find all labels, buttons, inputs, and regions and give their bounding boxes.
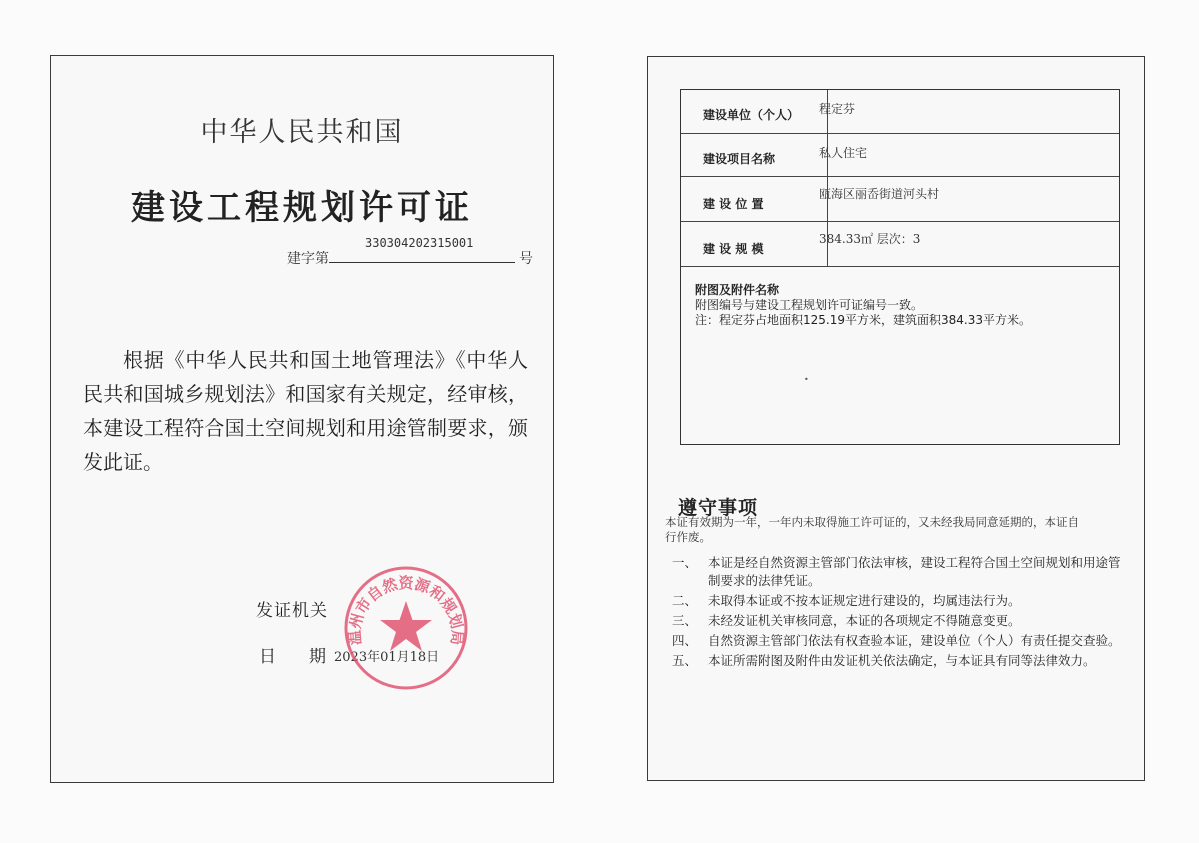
row-label-project-name: 建设项目名称 (703, 152, 776, 166)
issue-date: 2023年01月18日 (334, 650, 440, 665)
row-value-location: 瓯海区丽岙街道河头村 (819, 187, 940, 201)
attachments-line: 附图编号与建设工程规划许可证编号一致。 (695, 298, 924, 312)
table-row (681, 222, 1119, 267)
row-label-builder: 建设单位（个人） (703, 108, 800, 122)
list-item (672, 632, 1127, 650)
list-item (672, 612, 1127, 630)
seal-star-icon (380, 601, 432, 651)
rule-index: 一、 (672, 555, 698, 570)
certificate-number: 330304202315001 (365, 236, 474, 250)
rules-title: 遵守事项 (678, 497, 759, 519)
row-value-builder: 程定芬 (819, 102, 856, 116)
attachments-line: 注：程定芬占地面积125.19平方米，建筑面积384.33平方米。 (695, 313, 1031, 327)
date-label-part-2: 期 (309, 647, 326, 667)
table-row (681, 90, 1119, 134)
certificate-back-page (647, 56, 1145, 781)
row-label-scale: 建 设 规 模 (703, 242, 764, 256)
rule-text: 未经发证机关审核同意，本证的各项规定不得随意变更。 (708, 613, 1021, 628)
certificate-title: 建设工程规划许可证 (131, 188, 473, 228)
project-info-table (680, 89, 1120, 445)
rules-list (672, 554, 1127, 672)
official-seal-stamp (341, 563, 471, 693)
number-underline (329, 262, 515, 263)
table-row (681, 134, 1119, 177)
certificate-front-page (50, 55, 554, 783)
row-value-project-name: 私人住宅 (819, 146, 868, 160)
rule-index: 二、 (672, 593, 698, 608)
list-item (672, 554, 1127, 590)
table-row (681, 177, 1119, 222)
certificate-body-text: 根据《中华人民共和国土地管理法》《中华人民共和国城乡规划法》和国家有关规定，经审核，本建设工程符合国土空间规划和用途管制要求，颁发此证。 (83, 348, 528, 474)
rule-text: 本证是经自然资源主管部门依法审核，建设工程符合国土空间规划和用途管制要求的法律凭证。 (708, 555, 1121, 588)
attachments-title: 附图及附件名称 (695, 283, 780, 297)
rule-text: 自然资源主管部门依法有权查验本证，建设单位（个人）有责任提交查验。 (708, 633, 1121, 648)
seal-text: 温州市自然资源和规划局 (345, 574, 467, 646)
rule-index: 五、 (672, 653, 698, 668)
row-label-location: 建 设 位 置 (703, 197, 764, 211)
rule-index: 四、 (672, 633, 698, 648)
rule-text: 未取得本证或不按本证规定进行建设的，均属违法行为。 (708, 593, 1021, 608)
number-prefix: 建字第 (287, 251, 329, 267)
scan-speck: • (804, 375, 809, 384)
issuer-label: 发证机关 (256, 601, 328, 621)
rule-text: 本证所需附图及附件由发证机关依法确定，与本证具有同等法律效力。 (708, 653, 1096, 668)
rule-index: 三、 (672, 613, 698, 628)
date-label-part-1: 日 (259, 647, 276, 667)
rules-intro: 本证有效期为一年，一年内未取得施工许可证的，又未经我局同意延期的，本证自行作废。 (665, 515, 1079, 544)
list-item (672, 592, 1127, 610)
number-suffix: 号 (519, 251, 533, 267)
country-name: 中华人民共和国 (200, 117, 404, 148)
list-item (672, 652, 1127, 670)
row-value-scale: 384.33㎡ 层次：3 (819, 232, 921, 246)
